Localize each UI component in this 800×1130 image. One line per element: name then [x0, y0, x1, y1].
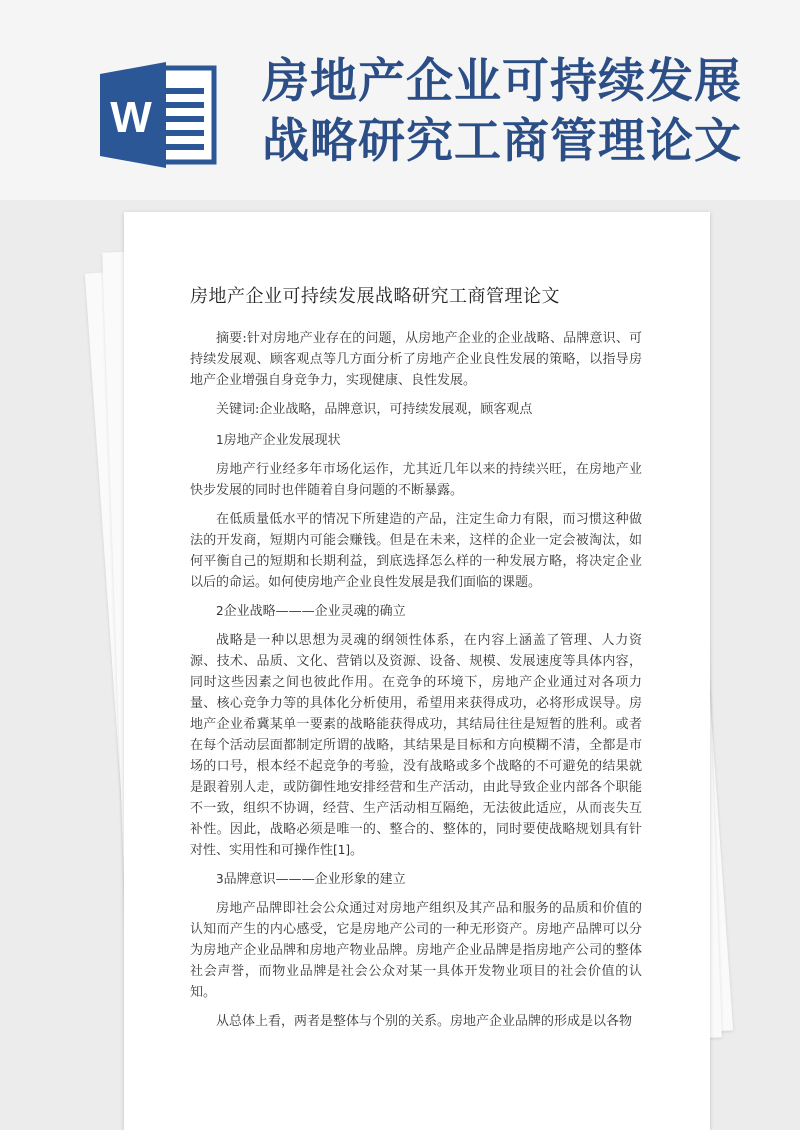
header-title-line2: 战略研究工商管理论文 — [262, 114, 742, 169]
header-title — [262, 52, 782, 172]
document-body — [190, 328, 642, 1040]
document-title: 房地产企业可持续发展战略研究工商管理论文 — [190, 286, 560, 307]
header-banner — [0, 0, 800, 200]
abstract-paragraph: 摘要:针对房地产业存在的问题，从房地产企业的企业战略、品牌意识、可持续发展观、顾客观点等几方面分析了房地产企业良性发展的策略，以指导房地产企业增强自身竞争力，实现健康、良性发展。 — [190, 331, 642, 388]
word-logo-letter: W — [110, 93, 152, 142]
body-paragraph: 在低质量低水平的情况下所建造的产品，注定生命力有限，而习惯这种做法的开发商，短期内可能会赚钱。但是在未来，这样的企业一定会被淘汰，如何平衡自己的短期和长期利益，到底选择怎么样的一种发展方略，将决定企业以后的命运。如何使房地产企业良性发展是我们面临的课题。 — [190, 512, 642, 590]
section-number: 1 — [216, 433, 224, 447]
section-title: 品牌意识———企业形象的建立 — [223, 872, 406, 887]
section-heading-2 — [190, 601, 642, 622]
header-title-line1: 房地产企业可持续发展 — [262, 54, 742, 109]
document-page — [124, 212, 710, 1130]
keywords-paragraph: 关键词:企业战略，品牌意识，可持续发展观，顾客观点 — [216, 402, 533, 417]
body-paragraph — [190, 630, 642, 861]
section-heading-3 — [190, 869, 642, 890]
body-paragraph: 房地产品牌即社会公众通过对房地产组织及其产品和服务的品质和价值的认知而产生的内心感受，它是房地产公司的一种无形资产。房地产品牌可以分为房地产企业品牌和房地产物业品牌。房地产企业品牌是指房地产公司的整体社会声誉，而物业品牌是社会公众对某一具体开发物业项目的社会价值的认知。 — [190, 901, 642, 1000]
word-icon — [100, 60, 218, 170]
body-paragraph: 从总体上看，两者是整体与个别的关系。房地产企业品牌的形成是以各物 — [216, 1014, 633, 1029]
citation: [1] — [333, 843, 351, 857]
section-number: 3 — [216, 872, 224, 886]
body-text-end: 。 — [350, 843, 364, 858]
section-title: 房地产企业发展现状 — [223, 433, 341, 448]
body-text: 战略是一种以思想为灵魂的纲领性体系，在内容上涵盖了管理、人力资源、技术、品质、文化、营销以及资源、设备、规模、发展速度等具体内容，同时这些因素之间也彼此作用。在竞争的环境下，房地产企业通过对各项力量、核心竞争力等的具体化分析使用，希望用来获得成功，必将形成误导。房地产企业希冀某单一要素的战略能获得成功，其结局往往是短暂的胜利。或者在每个活动层面都制定所谓的战略，其结果是目标和方向模糊不清，全都是市场的口号，根本经不起竞争的考验，没有战略或多个战略的不可避免的结果就是跟着别人走，或防御性地安排经营和生产活动，由此导致企业内部各个职能不一致，组织不协调，经营、生产活动相互隔绝，无法彼此适应，从而丧失互补性。因此，战略必须是唯一的、整合的、整体的，同时要使战略规划具有针对性、实用性和可操作性 — [190, 633, 642, 858]
body-paragraph: 房地产行业经多年市场化运作，尤其近几年以来的持续兴旺，在房地产业快步发展的同时也伴随着自身问题的不断暴露。 — [190, 462, 642, 498]
section-number: 2 — [216, 604, 224, 618]
section-title: 企业战略———企业灵魂的确立 — [223, 604, 406, 619]
section-heading-1 — [190, 430, 642, 451]
